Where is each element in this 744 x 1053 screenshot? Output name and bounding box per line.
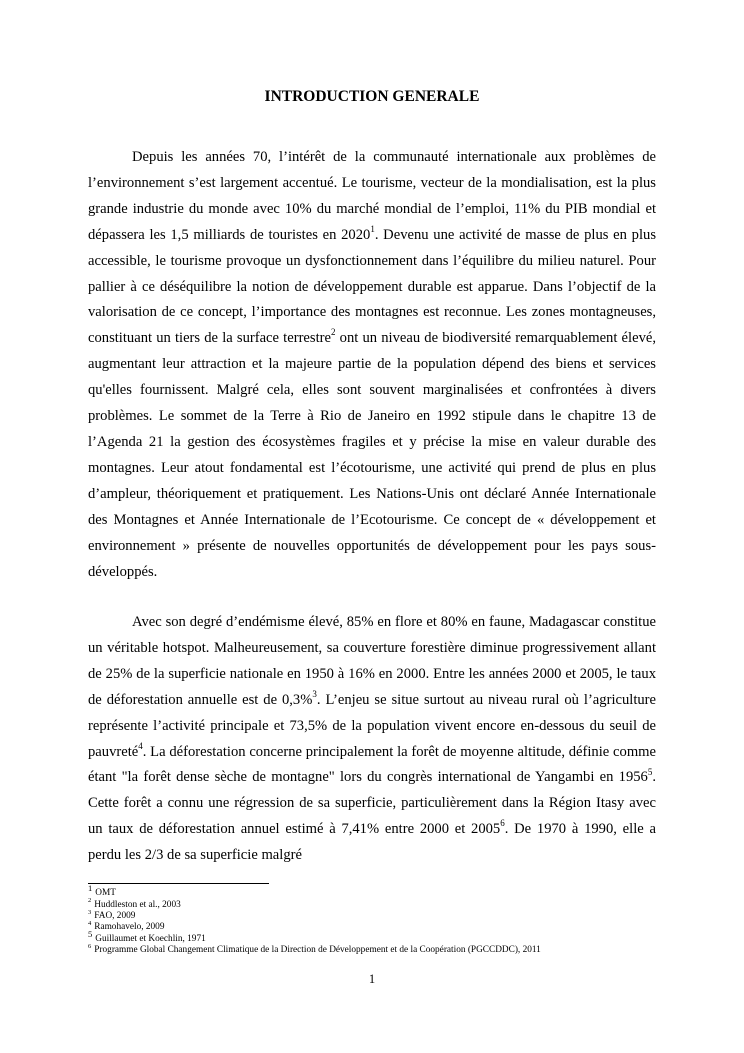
footnote-number: 5 (88, 928, 93, 939)
footnote-text: Guillaumet et Koechlin, 1971 (95, 933, 206, 944)
footnote-number: 6 (88, 943, 92, 951)
footnote-2 (88, 897, 688, 911)
footnote-ref-6[interactable]: 6 (500, 818, 505, 829)
page-title: INTRODUCTION GENERALE (264, 88, 480, 105)
footnote-ref-4[interactable]: 4 (138, 740, 143, 751)
footnote-text: Ramohavelo, 2009 (94, 922, 165, 933)
footnote-ref-3[interactable]: 3 (312, 688, 317, 699)
footnote-ref-2[interactable]: 2 (330, 327, 336, 338)
footnote-number: 2 (88, 897, 92, 905)
paragraph-1-text-a: Depuis les années 70, l’intérêt de la communauté internationale aux problèmes de l’environnement s’est largement accentué. Le tourisme, vecteur de la mondialisation, est la plus grande industrie du monde avec 10% du marché mondial de l’emploi, 11% du PIB mondial et dépassera les 1,5 milliards de touristes en 2020 (88, 149, 656, 243)
footnote-3 (88, 908, 688, 922)
paragraph-2-text-d: . Cette forêt a connu une régression de sa superficie, particulièrement dans la Région Itasy avec un taux de déforestation annuel estimé à 7,41% entre 2000 et 2005 (88, 769, 656, 838)
footnote-text: FAO, 2009 (94, 910, 136, 921)
footnotes (88, 883, 688, 957)
paragraph-2-text-c: . La déforestation concerne principalement la forêt de moyenne altitude, définie comme étant "la forêt dense sèche de montagne" lors du congrès international de Yangambi en 1956 (88, 743, 656, 786)
footnote-number: 4 (88, 920, 92, 928)
footnote-text: OMT (95, 888, 116, 899)
paragraph-2-text-b: . L’enjeu se situe surtout au niveau rural où l’agriculture représente l’activité principale et 73,5% de la population vivent encore en-dessous du seuil de pauvreté (88, 691, 657, 760)
footnote-1 (88, 883, 688, 900)
footnote-text: Huddleston et al., 2003 (94, 899, 181, 910)
paragraph-2-text-a: Avec son degré d’endémisme élevé, 85% en flore et 80% en faune, Madagascar constitue un véritable hotspot. Malheureusement, sa couverture forestière diminue progressivement allant de 25% de la superficie nationale en 1950 à 16% en 2000. Entre les années 2000 et 2005, le taux de déforestation annuelle est de 0,3% (88, 614, 656, 708)
footnote-number: 1 (88, 883, 93, 893)
footnote-6 (88, 945, 688, 956)
paragraph-1 (88, 145, 656, 585)
paragraph-1-text-c: ont un niveau de biodiversité remarquablement élevé, augmentant leur attraction et la majeure partie de la population dépend des biens et services qu'elles fournissent. Malgré cela, elles sont souvent marginalisées et confrontées à divers problèmes. Le sommet de la Terre à Rio de Janeiro en 1992 stipule dans le chapitre 13 de l’Agenda 21 la gestion des écosystèmes fragiles et y précise la mise en valeur durable des montagnes. Leur atout fondamental est l’écotourisme, une activité qui prend de plus en plus d’ampleur, théoriquement et pratiquement. Les Nations-Unis ont déclaré Année Internationale des Montagnes et Année Internationale de l’Ecotourisme. Ce concept de « développement et environnement » présente de nouvelles opportunités de développement pour les pays sous-développés. (88, 330, 656, 580)
footnote-5 (88, 928, 688, 946)
footnote-number: 3 (88, 908, 92, 916)
page-number: 1 (368, 972, 376, 986)
footnote-ref-5[interactable]: 5 (647, 766, 653, 777)
footnote-text: Programme Global Changement Climatique de la Direction de Développement et de la Coopération (PGCCDDC), 2011 (94, 945, 541, 956)
footnote-4 (88, 922, 688, 933)
paragraph-2-text-e: . De 1970 à 1990, elle a perdu les 2/3 de sa superficie malgré (88, 821, 656, 864)
paragraph-1-text-b: . Devenu une activité de masse de plus en plus accessible, le tourisme provoque un dysfonctionnement dans l’équilibre du milieu naturel. Pour pallier à ce déséquilibre la notion de développement durable est apparue. Dans l’objectif de la valorisation de ce concept, l’importance des montagnes est reconnue. Les zones montagneuses, constituant un tiers de la surface terrestre (88, 226, 657, 347)
footnote-ref-1[interactable]: 1 (370, 223, 375, 234)
footnote-separator (88, 883, 269, 884)
paragraph-2 (88, 610, 656, 869)
